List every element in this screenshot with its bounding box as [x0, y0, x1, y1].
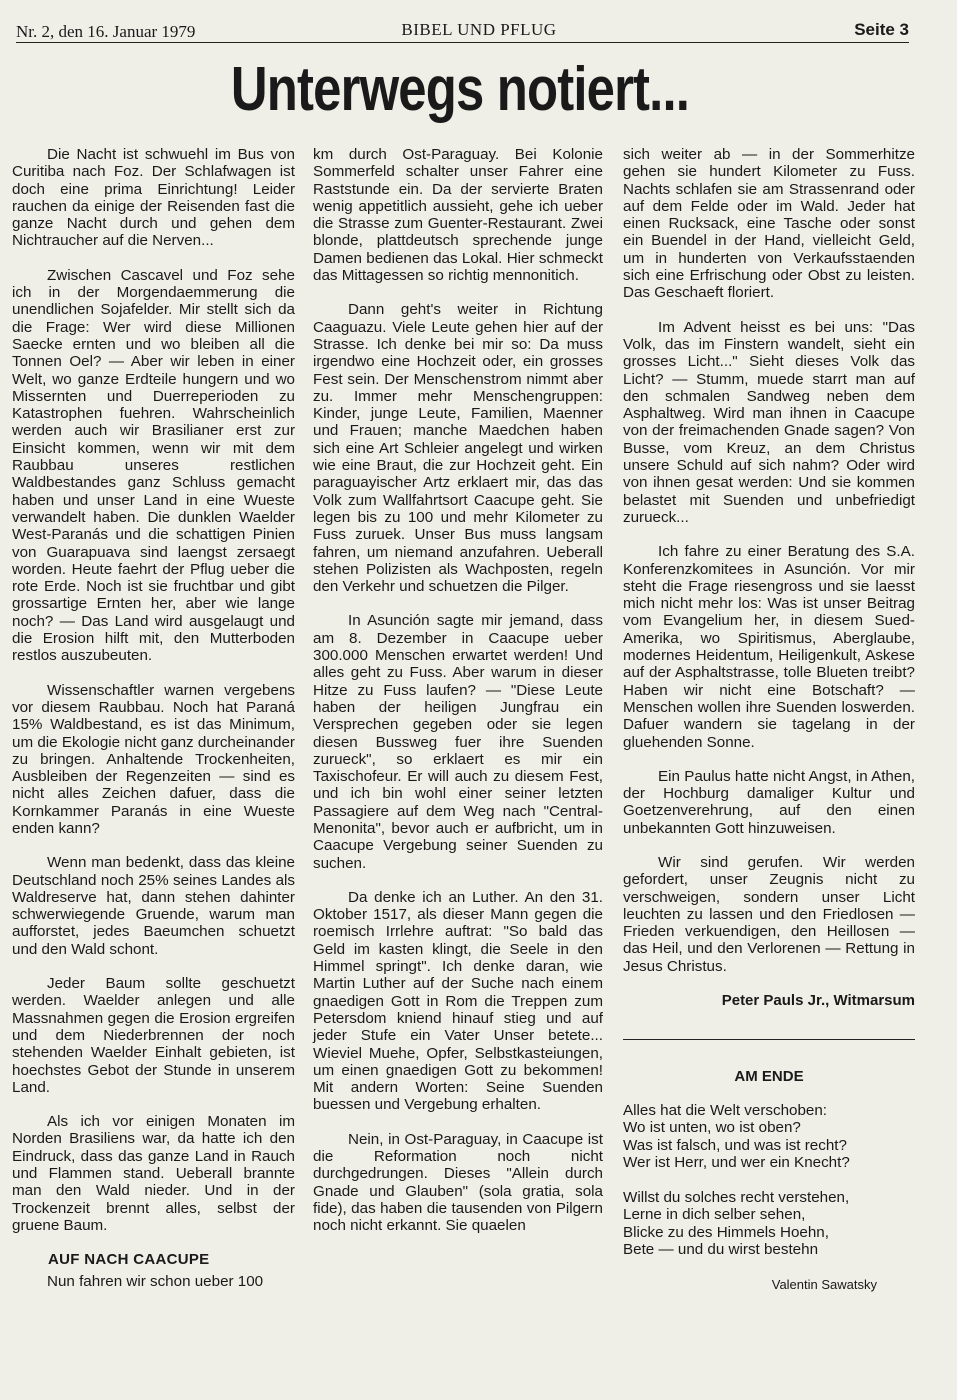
- paragraph: Jeder Baum sollte geschuetzt werden. Waelder anlegen und alle Massnahmen gegen die Erosion ergreifen und dem Niederbrennen der noch stehenden Waelder Einhalt gebieten, ist hoechstes Gebot der Stunde in unserem Land.: [12, 975, 295, 1096]
- poem-line: Wo ist unten, wo ist oben?: [623, 1119, 801, 1137]
- column-3: [623, 146, 915, 1293]
- page-header: [16, 16, 909, 44]
- poem-line: Blicke zu des Himmels Hoehn,: [623, 1223, 829, 1241]
- paragraph: km durch Ost-Paraguay. Bei Kolonie Sommerfeld schalter unser Fahrer eine Raststunde ein. Da der servierte Braten wenig appetitlich aussieht, gehe ich ueber die Strasse zum Guenter-Restaurant. Zwei blonde, plattdeutsch sprechende junge Damen bedienen das Lokal. Hier schmeckt das Mittagessen so richtig mennonitich.: [313, 146, 603, 285]
- poem-author: Valentin Sawatsky: [771, 1276, 877, 1292]
- paragraph: Wissenschaftler warnen vergebens vor diesem Raubbau. Noch hat Paraná 15% Waldbestand, es ist das Minimum, um die Ekologie nicht ganz durcheinander zu bringen. Anhaltende Trockenheiten, Ausbleiben der Regenzeiten — sind es nicht alles Zeichen dafuer, dass die Kornkammer Paranás in eine Wueste enden kann?: [12, 681, 295, 837]
- paragraph: Ein Paulus hatte nicht Angst, in Athen, der Hochburg damaliger Kultur und Goetzenverehrung, auf den einen unbekannten Gott hinzuweisen.: [623, 767, 915, 837]
- poem-line: Wer ist Herr, und wer ein Knecht?: [623, 1154, 850, 1172]
- paragraph: Ich fahre zu einer Beratung des S.A. Konferenzkomitees in Asunción. Vor mir steht die Frage riesengross und sie laesst mich nicht mehr los: Was ist unser Beitrag vom Evangelium her, in diesem Sued-Amerika, wo Spiritismus, Aberglaube, modernes Heidentum, Heiligenkult, Askese auf der Asphaltstrasse, tolle Blueten treibt? Haben wir nicht eine Botschaft? — Menschen wollen ihre Suenden loswerden. Dafuer wandern sie tagelang in der gluehenden Sonne.: [623, 543, 915, 751]
- paragraph: sich weiter ab — in der Sommerhitze gehen sie hundert Kilometer zu Fuss. Nachts schlafen sie am Strassenrand oder auf dem Felde oder im Wald. Jeder hat einen Rucksack, eine Tasche oder sonst ein Buendel in der Hand, vielleicht Geld, um in hunderten von Verkaufsstaenden sich eine Erfrischung oder Obst zu leisten. Das Geschaeft floriert.: [623, 146, 915, 302]
- article-headline: Unterwegs notiert...: [230, 55, 690, 124]
- poem-title: AM ENDE: [734, 1068, 804, 1086]
- paragraph: Wir sind gerufen. Wir werden gefordert, unser Zeugnis nicht zu verschweigen, sondern unser Licht leuchten zu lassen und den Friedlosen — Frieden verkuendigen, den Heillosen — das Heil, und den Verlorenen — Rettung in Jesus Christus.: [623, 853, 915, 975]
- poem-line: Willst du solches recht verstehen,: [623, 1188, 850, 1206]
- column-2: [313, 146, 603, 1252]
- poem-line: Bete — und du wirst bestehn: [623, 1241, 819, 1259]
- paragraph: Dann geht's weiter in Richtung Caaguazu. Viele Leute gehen hier auf der Strasse. Ich denke bei mir so: Da muss irgendwo eine Hochzeit oder, ein grosses Fest sein. Der Menschenstrom nimmt aber zu. Immer mehr Menschengruppen: Kinder, junge Leute, Familien, Maenner und Frauen; manche Maedchen haben sich eine Art Schleier angelegt und wirken wie eine Braut, die zur Hochzeit geht. Ein paraguayischer Artz erklaert mir, das das Volk zum Wallfahrtsort Caacupe geht. Sie legen bis zu 100 und mehr Kilometer zu Fuss zuruek. Unser Bus muss langsam fahren, um niemand anzufahren. Ueberall stehen Polizisten als Wachposten, regeln den Verkehr und schuetzen die Pilger.: [313, 301, 603, 596]
- paragraph: Zwischen Cascavel und Foz sehe ich in der Morgendaemmerung die unendlichen Sojafelder. Mir stellt sich da die Frage: Wer wird diese Millionen Saecke ernten und wo bleiben all die Tonnen Oel? — Aber wir leben in einer Welt, wo ganze Erdteile hungern und wo Missernten und Duerreperioden zu Katastrophen fuehren. Wahrscheinlich werden auch wir Brasilianer erst zur Einsicht kommen, wenn wir mit dem Raubbau unseres restlichen Waldbestandes ganz Schluss gemacht haben und unser Land in eine Wueste verwandelt haben. Die dunklen Waelder West-Paranás und die schattigen Pinien von Guarapuava sind laengst zersaegt worden. Heute faehrt der Pflug ueber die rote Erde. Noch ist sie fruchtbar und gibt grossartige Ernten her, aber wie lange noch? — Das Land wird ausgelaugt und die Erosion hilft mit, den Mutterboden restlos auszubeuten.: [12, 266, 295, 665]
- paragraph: In Asunción sagte mir jemand, dass am 8. Dezember in Caacupe ueber 300.000 Menschen erwartet werden! Und alles geht zu Fuss. Aber warum in dieser Hitze zu Fuss laufen? — "Diese Leute haben der heiligen Jungfrau ein Versprechen gegeben oder sie legen diesen Bussweg fuer ihre Suenden zurueck", so erklaert es mir ein Taxischofeur. Er will auch zu diesem Fest, und ich bin wohl einer seiner letzten Passagiere auf dem Weg nach "Central-Menonita", bevor auch er aufbricht, um in Caacupe Vergebung seiner Suenden zu suchen.: [313, 612, 603, 872]
- poem-line: Lerne in dich selber sehen,: [623, 1206, 806, 1224]
- column-1: [12, 146, 295, 1307]
- section-subheading: AUF NACH CAACUPE: [48, 1251, 210, 1269]
- newspaper-name: BIBEL UND PFLUG: [401, 20, 557, 39]
- poem-stanza: [623, 1189, 915, 1259]
- paragraph: Wenn man bedenkt, dass das kleine Deutschland noch 25% seines Landes als Waldreserve hat, dann stehen dahinter schwerwiegende Gruende, warum man aufforstet, jedes Baeumchen schuetzt und den Wald schont.: [12, 854, 295, 958]
- section-divider: [623, 1039, 915, 1040]
- poem-line: Alles hat die Welt verschoben:: [623, 1101, 828, 1119]
- header-rule: [16, 42, 909, 43]
- poem-stanza: [623, 1102, 915, 1172]
- author-signature: Peter Pauls Jr., Witmarsum: [721, 992, 915, 1010]
- paragraph: Als ich vor einigen Monaten im Norden Brasiliens war, da hatte ich den Eindruck, dass das ganze Land in Rauch und Flammen stand. Ueberall brannte man den Wald nieder. Und in der Trockenzeit brennt alles, selbst der gruene Baum.: [12, 1113, 295, 1234]
- paragraph: Da denke ich an Luther. An den 31. Oktober 1517, als dieser Mann gegen die roemisch Irrlehre auftrat: "So bald das Geld im kasten klingt, die Seele in den Himmel springt". Ich denke daran, wie Martin Luther auf der Suche nach einem gnaedigen Gott in Rom die Treppen zum Petersdom kniend hinauf stieg und auf jeder Stufe ein Vater Unser betete... Wieviel Muehe, Opfer, Selbstkasteiungen, um einen gnaedigen Gott zu bekommen! Mit andern Worten: Seine Suenden buessen und Vergebung erhalten.: [313, 888, 603, 1114]
- paragraph: Die Nacht ist schwuehl im Bus von Curitiba nach Foz. Der Schlafwagen ist doch eine prima Einrichtung! Leider rauchen da einige der Reisenden fast die ganze Nacht durch und gehen dem Nichtraucher auf die Nerven...: [12, 146, 295, 250]
- page-number: Seite 3: [854, 20, 909, 39]
- paragraph: Nun fahren wir schon ueber 100: [47, 1272, 264, 1290]
- paragraph: Nein, in Ost-Paraguay, in Caacupe ist die Reformation noch nicht durchgedrungen. Dieses "Allein durch Gnade und Glauben" (sola gratia, sola fide), das haben die tausenden von Pilgern noch nicht erkannt. Sie quaelen: [313, 1130, 603, 1235]
- poem-line: Was ist falsch, und was ist recht?: [623, 1136, 847, 1154]
- issue-date: Nr. 2, den 16. Januar 1979: [16, 22, 196, 41]
- paragraph: Im Advent heisst es bei uns: "Das Volk, das im Finstern wandelt, sieht ein grosses Licht..." Sieht dieses Volk das Licht? — Stumm, muede starrt man auf den schmalen Sandweg neben dem Asphaltweg. Wird man ihnen in Caacupe von der freimachenden Gnade sagen? Von Busse, vom Kreuz, an dem Christus unsere Schuld auf sich nahm? Oder wird von ihnen gesat werden: Und sie kommen belastet mit Suenden und unbefriedigt zurueck...: [623, 318, 915, 526]
